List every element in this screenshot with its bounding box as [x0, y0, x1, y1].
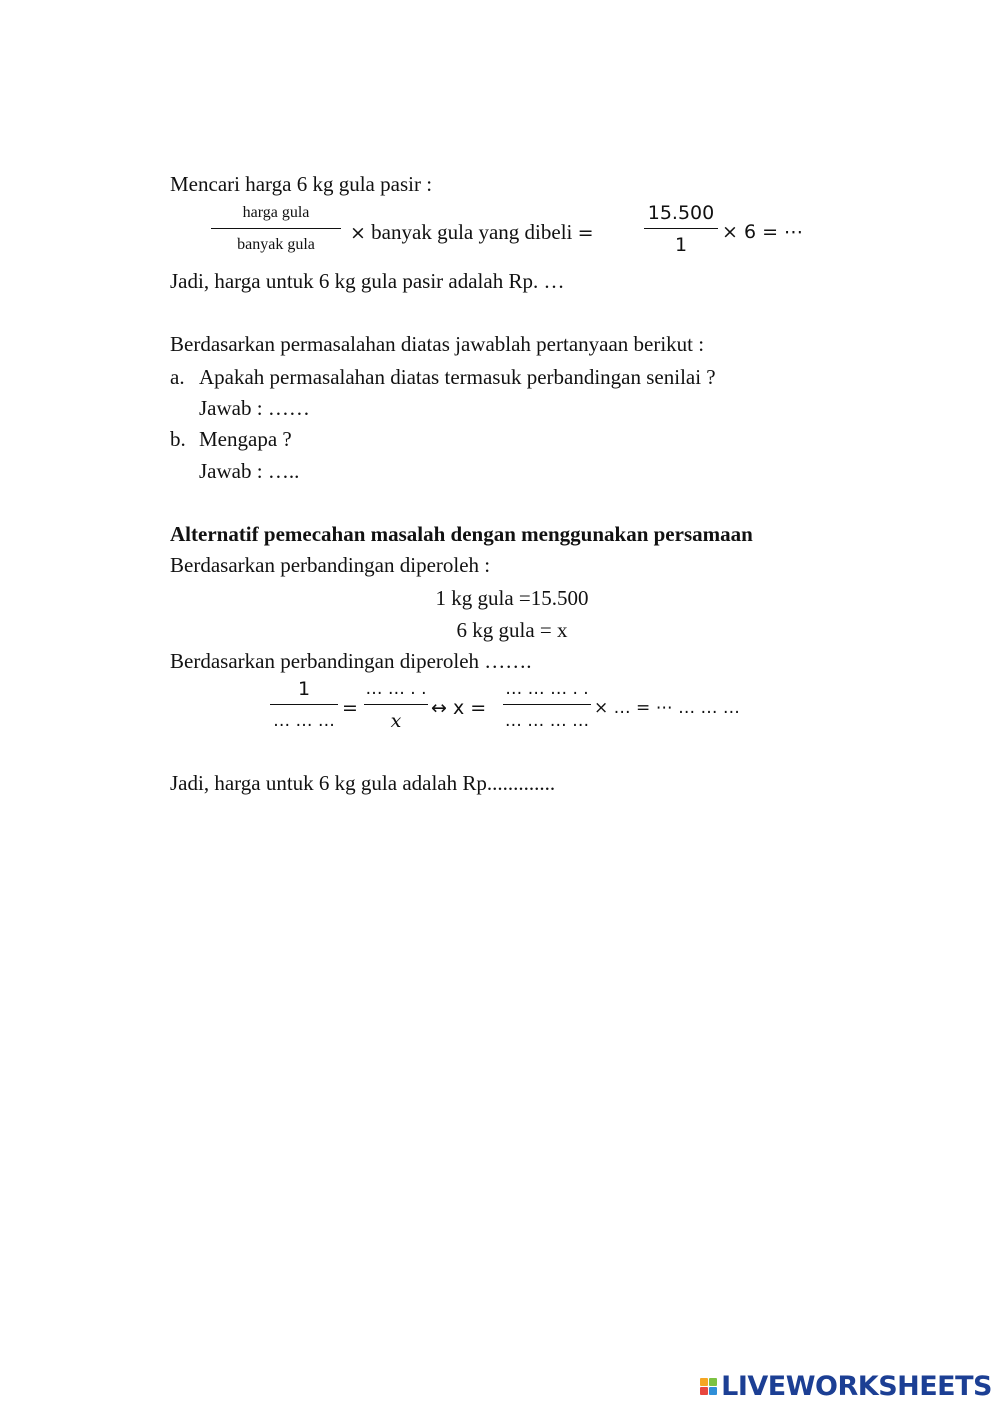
logo-square-icon — [700, 1378, 708, 1386]
fraction-numerator: … … . . — [365, 679, 427, 699]
formula-middle — [350, 220, 594, 245]
equation-1kg: 1 kg gula =15.500 — [435, 586, 589, 610]
fraction-bar — [644, 228, 718, 229]
fraction-denominator: x — [390, 710, 402, 732]
formula-tail: × 6 = ⋯ — [722, 221, 804, 243]
question-b-answer: Jawab : ….. — [199, 459, 300, 483]
fraction-denominator: … … … … — [504, 711, 590, 731]
question-b-text: Mengapa ? — [199, 427, 292, 451]
logo-square-icon — [700, 1387, 708, 1395]
fraction-harga-per-banyak — [211, 201, 341, 257]
logo-text: LIVEWORKSHEETS — [721, 1371, 992, 1402]
question-b — [170, 427, 292, 451]
question-a-answer: Jawab : …… — [199, 396, 310, 420]
logo-square-icon — [709, 1387, 717, 1395]
fraction-1-over-blank — [270, 677, 338, 733]
equation-6kg: 6 kg gula = x — [456, 618, 568, 642]
question-a-text: Apakah permasalahan diatas termasuk perbandingan senilai ? — [199, 365, 716, 389]
fraction-bar — [364, 704, 428, 705]
fraction-denominator: banyak gula — [237, 236, 315, 253]
fraction-numerator: 1 — [297, 678, 311, 700]
fraction-numerator: … … … . . — [505, 679, 589, 699]
fraction-bar — [503, 704, 591, 705]
fraction-bar — [270, 704, 338, 705]
equals-symbol: = — [342, 697, 358, 719]
question-a — [170, 365, 716, 389]
section1-intro: Mencari harga 6 kg gula pasir : — [170, 172, 433, 196]
fraction-numerator: harga gula — [242, 204, 310, 221]
logo-mark-icon — [700, 1378, 717, 1395]
logo-square-icon — [709, 1378, 717, 1386]
formula-middle-text: banyak gula yang dibeli — [371, 220, 573, 244]
section2-heading: Alternatif pemecahan masalah dengan menggunakan persamaan — [170, 522, 753, 546]
section2-intro: Berdasarkan perbandingan diperoleh : — [170, 553, 491, 577]
question-b-label: b. — [170, 427, 186, 451]
fraction-x-solution — [503, 677, 591, 733]
section1-conclusion: Jadi, harga untuk 6 kg gula pasir adalah Rp. … — [170, 269, 565, 293]
fraction-blank-over-x — [364, 677, 428, 733]
section2-intro2: Berdasarkan perbandingan diperoleh ……. — [170, 649, 532, 673]
times-symbol: × — [350, 222, 366, 244]
liveworksheets-logo — [700, 1371, 992, 1402]
questions-intro: Berdasarkan permasalahan diatas jawablah pertanyaan berikut : — [170, 332, 705, 356]
iff-x-equals: ↔ x = — [431, 697, 487, 719]
fraction-denominator: … … … — [273, 711, 335, 731]
question-a-label: a. — [170, 365, 185, 389]
fraction-denominator: 1 — [674, 234, 688, 256]
equals-symbol: = — [577, 222, 594, 244]
section2-conclusion: Jadi, harga untuk 6 kg gula adalah Rp............. — [170, 771, 556, 795]
formula2-tail: × … = ⋯ … … … — [594, 698, 740, 718]
fraction-bar — [211, 228, 341, 229]
fraction-numerator: 15.500 — [647, 202, 715, 224]
fraction-price — [644, 201, 718, 257]
